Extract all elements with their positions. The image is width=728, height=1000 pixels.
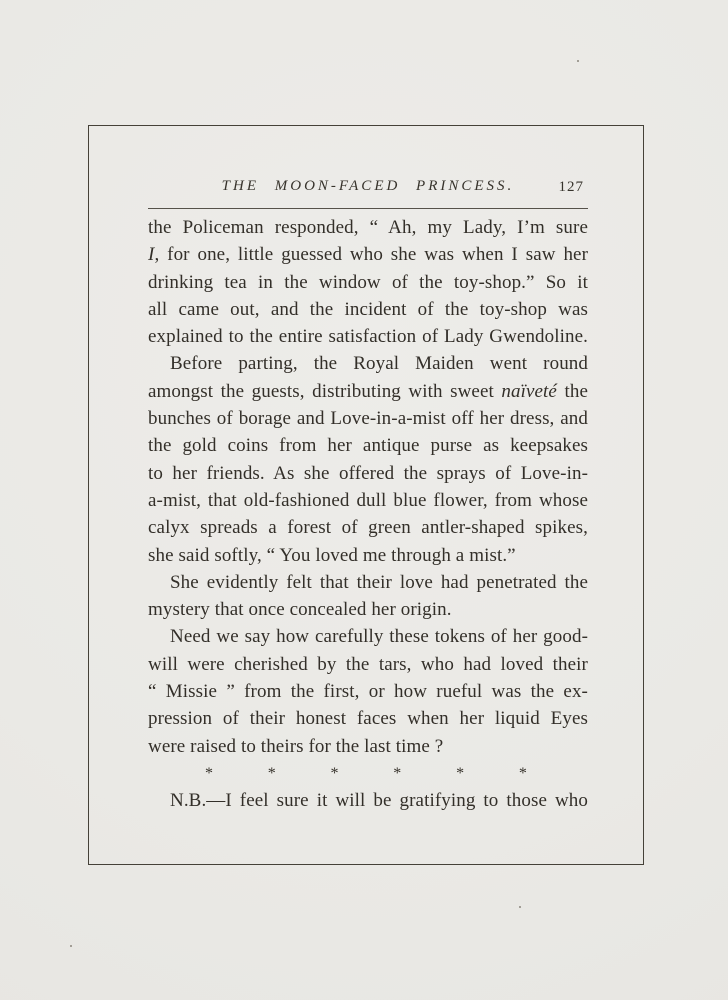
text-line: N.B.—I feel sure it will be gratifying to those who — [170, 790, 588, 812]
text-line: mystery that once concealed her origin. — [148, 599, 452, 621]
text-line: Need we say how carefully these tokens of her good- — [170, 626, 588, 648]
asterisk-icon: * — [518, 764, 527, 782]
text-line: “ Missie ” from the first, or how rueful was the ex- — [148, 681, 588, 703]
running-title: THE MOON-FACED PRINCESS. — [221, 178, 515, 194]
text-line: She evidently felt that their love had penetrated the — [170, 571, 588, 593]
text-line: the gold coins from her antique purse as keepsakes — [148, 435, 588, 457]
page-frame-border — [88, 125, 644, 865]
header-divider-rule — [148, 208, 588, 209]
text-line: she said softly, “ You loved me through a mist.” — [148, 544, 516, 566]
text-line: were raised to theirs for the last time ? — [148, 735, 444, 757]
text-line: bunches of borage and Love-in-a-mist off her dress, and — [148, 408, 588, 430]
text-line: Before parting, the Royal Maiden went round — [170, 353, 588, 375]
text-line: all came out, and the incident of the toy-shop was — [148, 298, 588, 320]
asterisk-icon: * — [267, 764, 276, 782]
text-line: calyx spreads a forest of green antler-shaped spikes, — [148, 517, 588, 539]
asterisk-separator — [205, 760, 527, 787]
text-line: the Policeman responded, “ Ah, my Lady, I’m sure — [148, 217, 588, 238]
asterisk-icon: * — [393, 764, 402, 782]
scan-speck — [577, 60, 579, 62]
asterisk-icon: * — [456, 764, 465, 782]
page-number: 127 — [558, 179, 584, 195]
asterisk-icon: * — [330, 764, 339, 782]
scan-speck — [70, 945, 72, 947]
text-line: a-mist, that old-fashioned dull blue flower, from whose — [148, 489, 588, 511]
text-line: amongst the guests, distributing with sweet naïveté the — [148, 380, 588, 402]
text-line: will were cherished by the tars, who had loved their — [148, 653, 588, 675]
scan-speck — [519, 906, 521, 908]
asterisk-icon: * — [205, 764, 214, 782]
text-line: drinking tea in the window of the toy-shop.” So it — [148, 271, 588, 293]
text-line: to her friends. As she offered the sprays of Love-in- — [148, 462, 588, 484]
text-line: pression of their honest faces when her liquid Eyes — [148, 708, 588, 730]
text-line: I, for one, little guessed who she was when I saw her — [148, 244, 588, 266]
body-text — [148, 214, 588, 815]
text-line: explained to the entire satisfaction of Lady Gwendoline. — [148, 326, 588, 348]
page-header — [148, 178, 588, 198]
